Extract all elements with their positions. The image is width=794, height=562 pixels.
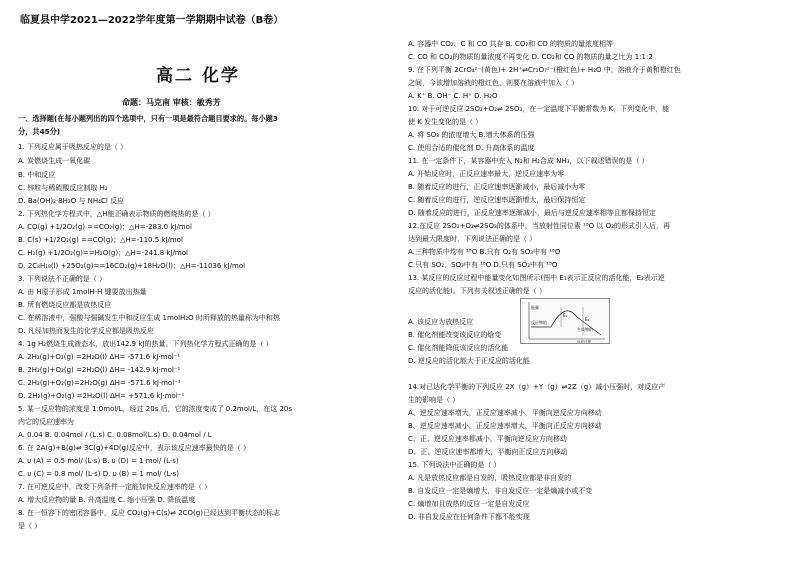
- question-line: A.三种物质中均有 ¹⁸O B.只有 O₂有 SO₃中有 ¹⁸O: [408, 248, 561, 256]
- question-line: C. 使用合适的催化剂 D. 升高体系的温度: [408, 144, 535, 152]
- question-line: A. 该反应为放热反应: [408, 318, 474, 326]
- reactant-label: 反应物的: [531, 320, 547, 325]
- question-line: D. 非自发反应在任何条件下都不能实现: [408, 513, 530, 521]
- section-heading-line2: 分，共45分): [18, 127, 61, 136]
- question-line: A、逆反应速率增大，正反应速率减小，平衡向逆反应方向移动: [408, 409, 602, 417]
- energy-diagram: [520, 298, 610, 344]
- question-line: A. 将 SO₃ 的浓度增大 B.增大体系的压强: [408, 131, 535, 139]
- subject-title: 高二 化学: [156, 66, 240, 86]
- question-line: C. CO 和 CO₂的物质的量浓度不再变化 D. CO₂和 CO 的物质的量之比为 1:1:2: [408, 53, 653, 61]
- question-line: 3. 下列说法不正确的是（ ）: [18, 275, 107, 283]
- question-line: C. 熵增加且放热的反应一定是自发反应: [408, 500, 530, 508]
- authors: 命题：马克南 审核：敏秀芳: [122, 98, 221, 107]
- question-line: 5. 某一反应物的浓度是 1.0mol/L，经过 20s 后，它的浓度变成了 0.2mol/L，在这 20s: [18, 405, 293, 413]
- question-line: 4. 1g H₂燃烧生成液态水，放出142.9 kJ的热量。下列热化学方程式正确的是（ ）: [18, 340, 273, 348]
- question-line: C. 锌粒与稀硫酸反应制取 H₂: [18, 184, 108, 192]
- question-line: 15. 下列说法中正确的是（ ）: [408, 461, 501, 469]
- question-line: C.只有 SO₂、SO₃中有 ¹⁸O D.只有 SO₂中有 ¹⁸O: [408, 261, 558, 269]
- question-line: 反应的活化能)。下列有关叙述正确的是（ ）: [408, 287, 546, 295]
- question-line: A. 由 H原子形成 1molH-H 键要放出热量: [18, 288, 147, 296]
- question-line: 14.对已达化学平衡的下列反应 2X（g）+Y（g）⇌2Z（g）减小压强时，对反应产: [408, 383, 666, 391]
- question-line: A. CO(g) +1/2O₂(g) ==CO₂(g)；△H=-283.0 kJ/mol: [18, 223, 192, 231]
- question-line: B、逆反应速率减小，正反应速率增大，平衡向正反应方向移动: [408, 422, 602, 430]
- question-line: 达到最大限度时，下列说法正确的是（ ）: [408, 235, 537, 243]
- question-line: 使 K 发生变化的是（ ）: [408, 118, 483, 126]
- question-line: 生的影响是（ ）: [408, 396, 460, 404]
- question-line: 2. 下列热化学方程式中，△H能正确表示物质的燃烧热的是（ ）: [18, 210, 215, 218]
- question-line: D. 逆反应的活化能大于正反应的活化能: [408, 357, 530, 365]
- question-line: D. 凡经加热而发生的化学反应都是吸热反应: [18, 327, 154, 335]
- question-line: C. 随着反应的进行，逆反应速率逐渐增大，最后保持恒定: [408, 196, 586, 204]
- question-line: C. υ (C) = 0.8 mol/ (L·s) D. υ (B) = 1 mol/ (L·s): [18, 470, 179, 478]
- question-line: D、正、逆反应速率都增大，平衡向正反应方向移动: [408, 448, 568, 456]
- question-line: C、正、逆反应速率都减小，平衡向逆反应方向移动: [408, 435, 567, 443]
- question-line: D. 2C₈H₁₈(l) +25O₂(g)==16CO₂(g)+18H₂O(l)；△H=-11036 kJ/mol: [18, 262, 246, 270]
- question-line: 内它的反应速率为: [18, 418, 74, 426]
- question-line: C. H₂(g) +1/2O₂(g)==H₂O(g)；△H=-241.8 kJ/mol: [18, 249, 188, 257]
- question-line: A. 开始反应时，正反应速率最大，逆反应速率为零: [408, 170, 565, 178]
- question-line: 8. 在一恒容下的密闭容器中，反应 CO₂(g)+C(s)⇌ 2CO(g)已经达到平衡状态的标志: [18, 509, 280, 517]
- question-line: D. 随着反应的进行，正反应速率逐渐减小，最后与逆反应速率相等且都保持恒定: [408, 209, 656, 217]
- question-line: 6. 在 2A(g)+B(g)⇌ 3C(g)+4D(g)反应中，表示该反应速率最快的是（ ）: [18, 444, 251, 452]
- question-line: A. 增大反应物的量 B. 升高温度 C. 缩小压强 D. 降低温度: [18, 496, 196, 504]
- question-line: C. 2H₂(g)+O₂(g)=2H₂O(g) ΔH= -571.6 kJ·mol⁻¹: [18, 379, 181, 387]
- question-line: B. 所有燃烧反应都是放热反应: [18, 301, 112, 309]
- question-line: B. 中和反应: [18, 171, 56, 179]
- question-line: 之间，今欲增加溶液的橙红色，则要在溶液中加入（ ）: [408, 79, 579, 87]
- question-line: 13. 某反应的反应过程中能量变化如图所示(图中 E₁表示正反应的活化能，E₂表示逆: [408, 274, 665, 282]
- question-line: 11. 在一定条件下，某容器中充入 N₂和 H₂合成 NH₃，以下叙述错误的是（ ）: [408, 157, 649, 165]
- axis-y-label: 能量: [531, 305, 539, 310]
- question-line: 9. 在下列平衡 2CrO₄²⁻(黄色)+ 2H⁺⇌Cr₂O₇²⁻(橙红色)+ H₂O 中，溶液介于黄和橙红色: [408, 66, 681, 74]
- question-line: D. 2H₂(g)+O₂(g) =2H₂O(l) ΔH= +571.6 kJ·mol⁻¹: [18, 392, 185, 400]
- e1-label: E₁: [563, 313, 568, 318]
- question-line: A. 炭燃烧生成一氧化碳: [18, 157, 91, 165]
- question-line: C. 催化剂能降低该反应的活化能: [408, 344, 509, 352]
- energy-diagram-svg: [521, 299, 609, 343]
- product-label: 生成物的: [577, 327, 593, 332]
- question-line: B. 2H₂(g)+O₂(g) =2H₂O(l) ΔH= -142.9 kJ·mol⁻¹: [18, 366, 181, 374]
- question-line: A. 凡是放热反应都是自发的，吸热反应都是非自发的: [408, 474, 572, 482]
- section-heading-line1: 一、选择题(在每小题列出的四个选项中，只有一项是最符合题目要求的。每小题3: [18, 114, 278, 123]
- question-line: A. K⁺ B. OH⁻ C. H⁺ D. H₂O: [408, 92, 498, 100]
- question-line: D. Ba(OH)₂·8H₂O 与 NH₄Cl 反应: [18, 197, 125, 205]
- question-line: 10. 对于可逆反应 2SO₂+O₂⇌ 2SO₃，在一定温度下平衡常数为 K，下列变化中，能: [408, 105, 670, 113]
- question-line: 7. 在可逆反应中，改变下列条件一定能加快反应速率的是（ ）: [18, 483, 212, 491]
- question-line: C. 在稀溶液中，强酸与强碱发生中和反应生成 1molH₂O 时所释放的热量称为中和热: [18, 314, 280, 322]
- question-line: A. 2H₂(g)+O₂(g) =2H₂O(l) ΔH= -571.6 kJ·mol⁻¹: [18, 353, 181, 361]
- question-line: A. 0.04 B. 0.04mol / (L.s) C. 0.08mol(L.s) D. 0.04mol / L: [18, 431, 212, 439]
- question-line: B. 自发反应一定是熵增大，非自发反应一定是熵减小或不变: [408, 487, 593, 495]
- question-line: 1. 下列反应属于吸热反应的是（ ）: [18, 143, 128, 151]
- question-line: 是（ ）: [18, 522, 42, 530]
- exam-title: 临夏县中学2021—2022学年度第一学期期中试卷（B卷）: [20, 15, 284, 26]
- question-line: 12.在反应 2SO₂+O₂⇌2SO₃的体系中，当放射性同位素 ¹⁸O 以 O₂的形式引入后，再: [408, 222, 670, 230]
- question-line: B. 随着反应的进行，正反应速率逐渐减小，最后减小为零: [408, 183, 586, 191]
- e2-label: E₂: [585, 317, 590, 322]
- question-line: B. C(s) +1/2O₂(g) ==CO(g)；△H=-110.5 kJ/mol: [18, 236, 183, 244]
- question-line: A. 容器中 CO₂、C 和 CO 共存 B. CO₂和 CO 的物质的量浓度相等: [408, 40, 614, 48]
- question-line: A. υ (A) = 0.5 mol/ (L·s) B. υ (D) = 1 mol/ (L·s): [18, 457, 179, 465]
- axis-x-label: 反应过程: [577, 340, 591, 343]
- question-line: B. 催化剂能改变该反应的焓变: [408, 331, 502, 339]
